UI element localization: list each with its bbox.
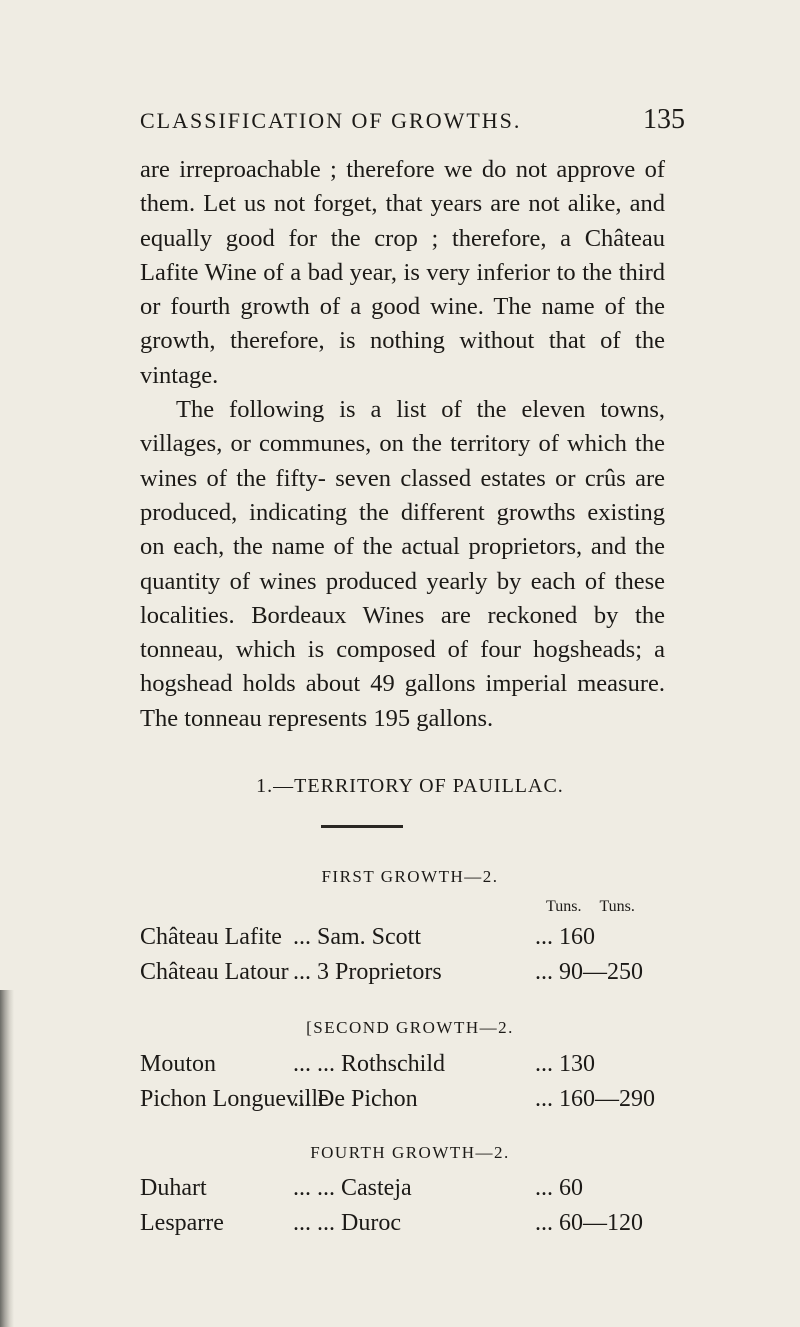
running-head: CLASSIFICATION OF GROWTHS. [140, 108, 522, 133]
estate-name: Château Latour [140, 959, 289, 985]
paragraph: The following is a list of the eleven towns, villages, or communes, on the territory of which the wines of the fifty- seven classed estates or crûs are produced, indicating the different growths existing on each, the name of the actual proprietors, and the quantity of wines produced yearly by each of these localities. Bordeaux Wines are reckoned by the tonneau, which is composed of four hogsheads; a hogshead holds about 49 gallons imperial measure. The tonneau represents 195 gallons. [140, 396, 665, 732]
estate-tuns: ... 130 [535, 1051, 595, 1077]
estate-name: Château Lafite [140, 924, 282, 950]
units-label: Tuns. [546, 898, 582, 915]
body-text [140, 153, 665, 736]
estate-name: Duhart [140, 1175, 207, 1201]
estate-owner: ... 3 Proprietors [293, 959, 442, 985]
page-header [140, 104, 685, 144]
estate-row [140, 924, 700, 954]
estate-row [140, 1175, 700, 1205]
section-title: 1.—TERRITORY OF PAUILLAC. [256, 775, 564, 797]
estate-tuns: ... 90—250 [535, 959, 643, 985]
estate-name: Mouton [140, 1051, 217, 1077]
estate-owner: ... ... Rothschild [293, 1051, 446, 1077]
growth-heading: FOURTH GROWTH—2. [310, 1143, 510, 1162]
page-number: 135 [643, 104, 685, 135]
estate-tuns: ... 160—290 [535, 1086, 655, 1112]
estate-owner: ... Sam. Scott [293, 924, 422, 950]
growth-heading: FIRST GROWTH—2. [321, 867, 499, 886]
estate-row [140, 1086, 700, 1116]
estate-row [140, 1051, 700, 1081]
units-label: Tuns. [599, 898, 635, 915]
estate-tuns: ... 60 [535, 1175, 583, 1201]
estate-tuns: ... 60—120 [535, 1210, 643, 1236]
estate-owner: ... ... Casteja [293, 1175, 412, 1201]
estate-name: Pichon Longueville [140, 1086, 329, 1112]
growth-heading: [SECOND GROWTH—2. [306, 1018, 514, 1037]
estate-owner: ... ... Duroc [293, 1210, 401, 1236]
estate-row [140, 1210, 700, 1240]
estate-name: Lesparre [140, 1210, 224, 1236]
estate-row [140, 959, 700, 989]
estate-owner: ... De Pichon [293, 1086, 418, 1112]
section-rule [321, 825, 403, 828]
page-edge-shadow [0, 990, 14, 1327]
estate-tuns: ... 160 [535, 924, 595, 950]
paragraph: are irreproachable ; therefore we do not approve of them. Let us not forget, that years are not alike, and equally good for the crop ; therefore, a Château Lafite Wine of a bad year, is very inferior to the third or fourth growth of a good wine. The name of the growth, therefore, is nothing without that of the vintage. [140, 156, 665, 389]
units-header [546, 898, 635, 916]
